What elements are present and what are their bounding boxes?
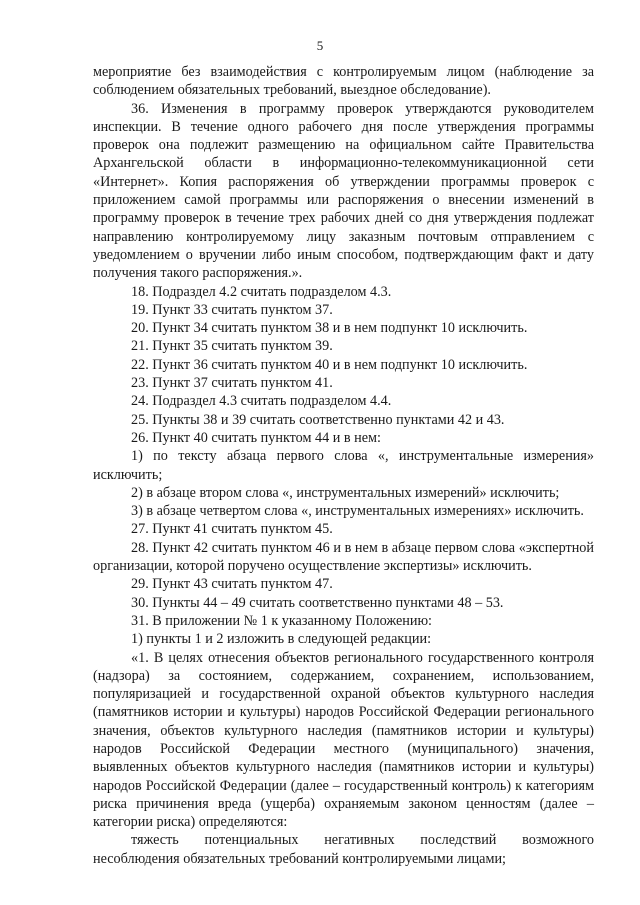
page-number: 5 <box>316 38 324 53</box>
paragraph: 20. Пункт 34 считать пунктом 38 и в нем подпункт 10 исключить. <box>131 320 528 337</box>
paragraph: 36. Изменения в программу проверок утверждаются руководителем инспекции. В течение одного рабочего дня после утверждения программы проверок она подлежит размещению на официальном сайте Правительства Архангельской области в информационно-телекоммуникационной сети «Интернет». Копия распоряжения об утверждении программы проверок с приложением самой программы или распоряжения о внесении изменений в программу проверок в течение трех рабочих дней со дня утверждения подлежат направлению контролируемому лицу заказным почтовым отправлением с уведомлением о вручении либо иным способом, подтверждающим факт и дату получения такого распоряжения.». <box>93 100 594 282</box>
paragraph: 24. Подраздел 4.3 считать подразделом 4.4. <box>131 393 392 410</box>
paragraph: 23. Пункт 37 считать пунктом 41. <box>131 375 333 392</box>
paragraph: 18. Подраздел 4.2 считать подразделом 4.3. <box>131 283 392 300</box>
paragraph: 1) пункты 1 и 2 изложить в следующей редакции: <box>131 631 432 648</box>
paragraph: 1) по тексту абзаца первого слова «, инструментальные измерения» исключить; <box>93 448 594 483</box>
paragraph: 3) в абзаце четвертом слова «, инструментальных измерениях» исключить. <box>131 503 584 520</box>
paragraph: 30. Пункты 44 – 49 считать соответственно пунктами 48 – 53. <box>131 594 504 611</box>
paragraph: 19. Пункт 33 считать пунктом 37. <box>131 301 333 318</box>
paragraph: 27. Пункт 41 считать пунктом 45. <box>131 521 333 538</box>
paragraph: 28. Пункт 42 считать пунктом 46 и в нем в абзаце первом слова «экспертной организации, которой поручено осуществление экспертизы» исключить. <box>93 539 594 575</box>
paragraph: 31. В приложении № 1 к указанному Положению: <box>131 612 432 629</box>
document-body <box>93 63 594 868</box>
paragraph: 29. Пункт 43 считать пунктом 47. <box>131 576 333 593</box>
paragraph: мероприятие без взаимодействия с контролируемым лицом (наблюдение за соблюдением обязательных требований, выездное обследование). <box>93 64 594 99</box>
paragraph: 22. Пункт 36 считать пунктом 40 и в нем подпункт 10 исключить. <box>131 356 528 373</box>
paragraph: 21. Пункт 35 считать пунктом 39. <box>131 338 333 355</box>
paragraph: 25. Пункты 38 и 39 считать соответственно пунктами 42 и 43. <box>131 411 505 428</box>
paragraph: 2) в абзаце втором слова «, инструментальных измерений» исключить; <box>131 484 560 501</box>
paragraph: «1. В целях отнесения объектов регионального государственного контроля (надзора) за состоянием, содержанием, сохранением, использованием, популяризацией и государственной охраной объектов культурного наследия (памятников истории и культуры) народов Российской Федерации регионального значения, объектов культурного наследия (памятников истории и культуры) народов Российской Федерации местного (муниципального) значения, выявленных объектов культурного наследия (памятников истории и культуры) народов Российской Федерации (далее – государственный контроль) к категориям риска причинения вреда (ущерба) охраняемым законом ценностям (далее – категории риска) определяются: <box>93 649 594 831</box>
paragraph: 26. Пункт 40 считать пунктом 44 и в нем: <box>131 429 381 446</box>
paragraph: тяжесть потенциальных негативных последствий возможного несоблюдения обязательных требований контролируемыми лицами; <box>93 832 594 867</box>
